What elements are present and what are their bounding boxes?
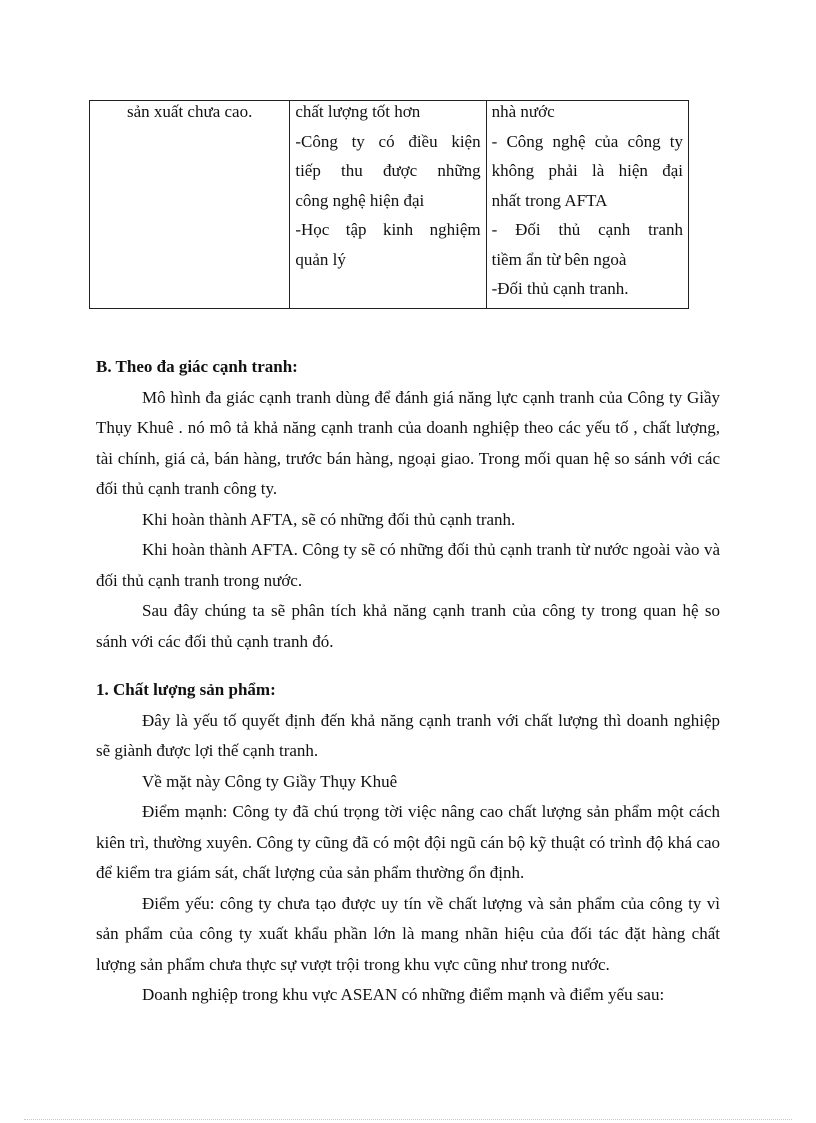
cell-line: nhất trong AFTA <box>491 190 608 210</box>
paragraph: Đây là yếu tố quyết định đến khả năng cạnh tranh với chất lượng thì doanh nghiệp sẽ giành được lợi thế cạnh tranh. <box>96 710 720 760</box>
table-cell-col1 <box>90 101 290 309</box>
document-body <box>96 352 720 1011</box>
cell-line: - Công nghệ của công ty <box>491 131 683 151</box>
cell-line: quản lý <box>295 249 346 269</box>
paragraph: Điểm yếu: công ty chưa tạo được uy tín về chất lượng và sản phẩm của công ty vì sản phẩm của công ty xuất khẩu phần lớn là mang nhãn hiệu của đối tác đặt hàng chất lượng sản phẩm chưa thực sự vượt trội trong khu vực cũng như trong nước. <box>96 893 720 974</box>
cell-line: không phải là hiện đại <box>491 161 683 180</box>
cell-line: -Đối thủ cạnh tranh. <box>491 279 629 298</box>
table-row <box>90 101 689 309</box>
cell-line: -Công ty có điều kiện <box>295 131 481 151</box>
section-1-heading: 1. Chất lượng sản phẩm: <box>96 680 276 699</box>
paragraph: Mô hình đa giác cạnh tranh dùng để đánh giá năng lực cạnh tranh của Công ty Giầy Thụy Khuê . nó mô tả khả năng cạnh tranh của doanh nghiệp theo các yếu tố , chất lượng, tài chính, giá cả, bán hàng, trước bán hàng, ngoại giao. Trong mối quan hệ so sánh với các đối thủ cạnh tranh công ty. <box>96 387 720 498</box>
table-cell-col2 <box>290 101 486 309</box>
cell-line: tiếp thu được những <box>295 161 481 180</box>
cell-line: chất lượng tốt hơn <box>295 102 421 121</box>
paragraph: Khi hoàn thành AFTA. Công ty sẽ có những đối thủ cạnh tranh từ nước ngoài vào và đối thủ cạnh tranh trong nước. <box>96 540 720 590</box>
cell-line: sản xuất chưa cao. <box>127 102 253 121</box>
paragraph: Điểm mạnh: Công ty đã chú trọng tời việc nâng cao chất lượng sản phẩm một cách kiên trì, thường xuyên. Công ty cũng đã có một đội ngũ cán bộ kỹ thuật có trình độ khá cao để kiểm tra giám sát, chất lượng của sản phẩm thường ổn định. <box>96 802 720 882</box>
table-cell-col3 <box>486 101 688 309</box>
cell-line: công nghệ hiện đại <box>295 190 425 210</box>
cell-line: tiềm ẩn từ bên ngoà <box>491 249 627 269</box>
cell-line: -Học tập kinh nghiệm <box>295 220 481 239</box>
paragraph: Sau đây chúng ta sẽ phân tích khả năng cạnh tranh của công ty trong quan hệ so sánh với các đối thủ cạnh tranh đó. <box>96 601 720 651</box>
paragraph: Doanh nghiệp trong khu vực ASEAN có những điểm mạnh và điểm yếu sau: <box>142 985 665 1004</box>
cell-line: - Đối thủ cạnh tranh <box>491 220 683 239</box>
paragraph: Về mặt này Công ty Giầy Thụy Khuê <box>142 771 398 791</box>
cell-line: nhà nước <box>491 102 555 121</box>
paragraph: Khi hoàn thành AFTA, sẽ có những đối thủ cạnh tranh. <box>142 509 516 529</box>
section-b-heading: B. Theo đa giác cạnh tranh: <box>96 357 298 376</box>
page-bottom-divider <box>24 1119 792 1120</box>
comparison-table <box>89 100 689 309</box>
